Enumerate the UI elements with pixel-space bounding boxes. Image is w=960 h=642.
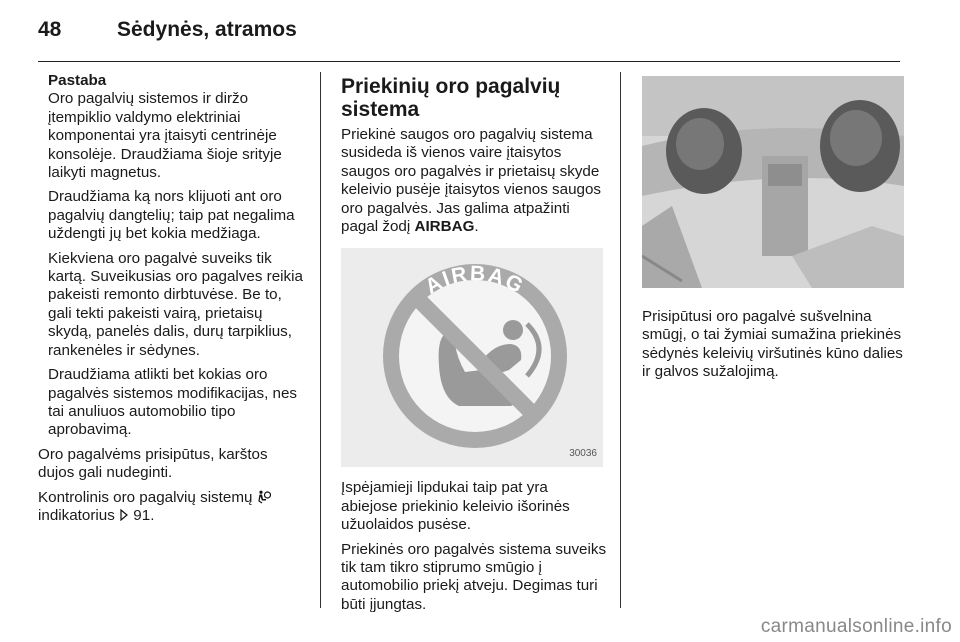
paragraph: Priekinė saugos oro pagalvių sistema susideda iš vienos vaire įtaisytos saugos oro pagalvės ir prietaisų skyde keleivio pusėje įtaisytos vienos saugos oro pagalvės. Jas galima atpažinti pagal žodį AIRBAG. (341, 126, 602, 236)
column-right (620, 72, 910, 608)
page-header (38, 14, 900, 62)
deployed-airbags-illustration (642, 76, 904, 288)
no-child-seat-icon (341, 248, 603, 467)
paragraph: Oro pagalvėms prisipūtus, karštos dujos gali nudeginti. (38, 445, 268, 482)
note-box (38, 72, 308, 440)
watermark: carmanualsonline.info (760, 616, 952, 637)
column-middle (320, 72, 608, 613)
airbag-keyword: AIRBAG (414, 218, 475, 236)
dashboard-airbags-image (642, 76, 904, 288)
page-reference-link[interactable]: 91. (133, 506, 155, 524)
page-number: 48 (38, 18, 62, 41)
column-left (38, 72, 308, 531)
section-heading: Priekinių oro pagalvių sistema (341, 75, 561, 121)
note-paragraph: Draudžiama ką nors klijuoti ant oro pagalvių dangtelių; taip pat negalima uždengti jų bet kokia medžiaga. (48, 188, 295, 243)
figure-code: 30036 (569, 448, 597, 460)
figure-airbag-label: AIRBAG (421, 262, 529, 300)
airbag-warning-icon (257, 490, 271, 504)
note-paragraph: Kiekviena oro pagalvė suveiks tik kartą. Suveikusias oro pagalves reikia pakeisti remonto dirbtuvėse. Be to, gali tekti pakeisti vairą, prietaisų skydą, panelės dalis, durų tarpiklius, rankenėles ir sėdynes. (48, 249, 303, 359)
note-title: Pastaba (48, 72, 107, 89)
note-paragraph: Oro pagalvių sistemos ir diržo įtempiklio valdymo elektriniai komponentai yra įtaisyti centrinėje konsolėje. Draudžiama šioje srityje laikyti magnetus. (48, 90, 282, 182)
page-reference-arrow-icon[interactable] (119, 509, 129, 521)
paragraph: Prisipūtusi oro pagalvė sušvelnina smūgį, o tai žymiai sumažina priekinės sėdynės keleivių viršutinės kūno dalies ir galvos sužalojimą. (642, 308, 903, 381)
note-paragraph: Draudžiama atlikti bet kokias oro pagalvės sistemos modifikacijas, nes tai anuliuos automobilio tipo aprobavimą. (48, 366, 298, 439)
paragraph-indicator: Kontrolinis oro pagalvių sistemų indikatorius 91. (38, 489, 308, 526)
paragraph: Priekinės oro pagalvės sistema suveiks tik tam tikro stiprumo smūgio į automobilio priekį atveju. Degimas turi būti įjungtas. (341, 540, 607, 613)
airbag-warning-figure (341, 248, 603, 467)
page-title: Sėdynės, atramos (117, 18, 297, 41)
paragraph: Įspėjamieji lipdukai taip pat yra abiejose priekinio keleivio išorinės užuolaidos pusėse. (341, 479, 570, 534)
